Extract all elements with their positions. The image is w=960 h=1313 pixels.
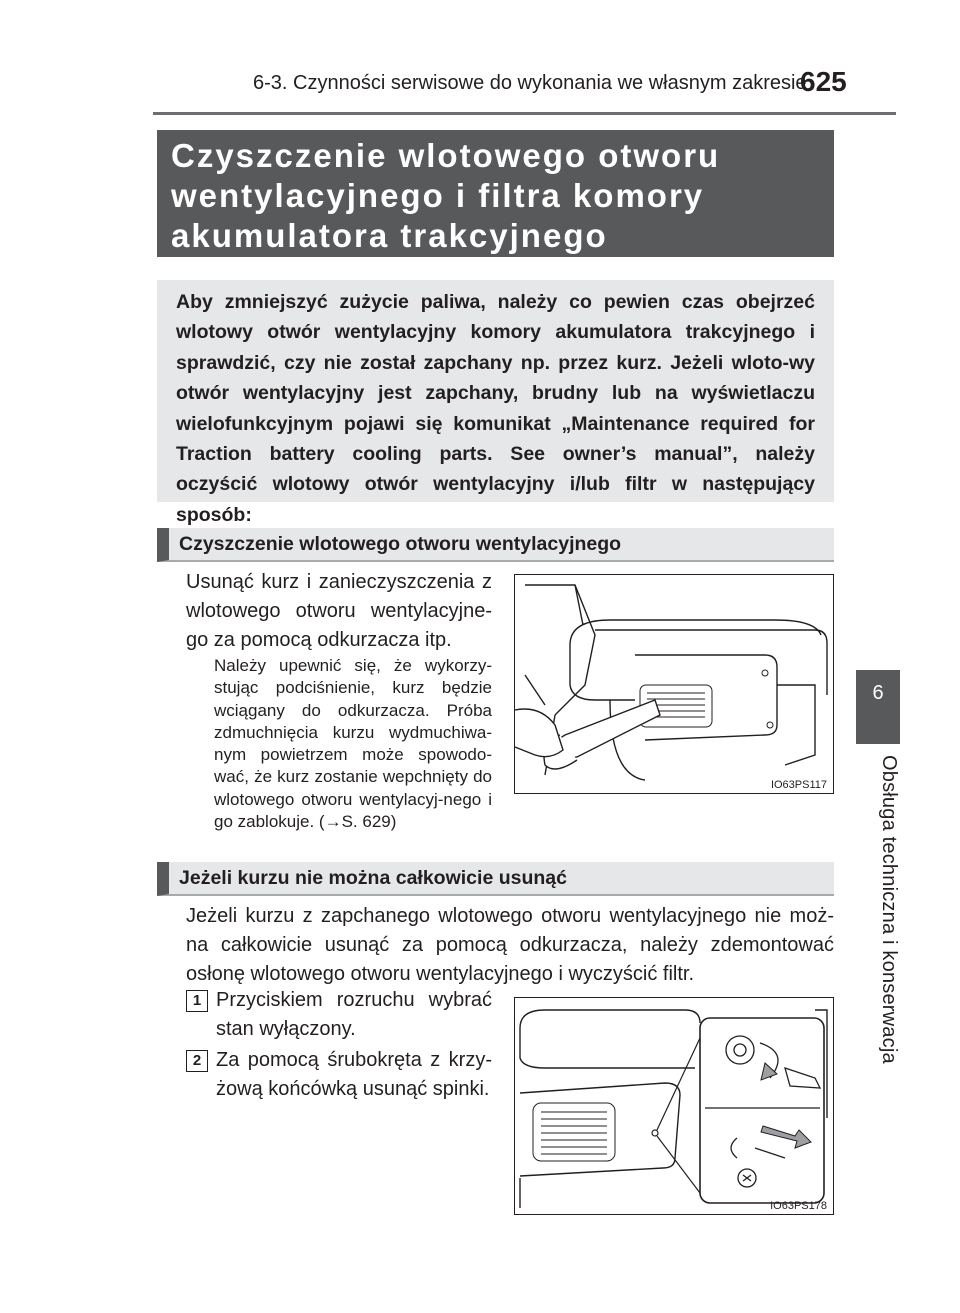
arrow-icon: → [324,812,342,832]
section1-note [214,655,492,833]
figure-code: IO63PS178 [770,1200,827,1212]
step-number: 1 [186,990,208,1012]
note-text: Należy upewnić się, że wykorzy-stując podciśnienie, kurz będzie wciągany do odkurzacza. Próba zdmuchnięcia kurzu wydmuchiwa-nym powietrzem może spowodo-wać, że kurz zostanie wepchnięty do wlotowego otworu wentylacyj-nego i go zablokuje. ( [214,656,492,832]
figure-clip-removal [514,997,834,1215]
step-text: Przyciskiem rozruchu wybrać stan wyłączony. [216,989,492,1040]
running-header: 6-3. Czynności serwisowe do wykonania we własnym zakresie [253,72,807,94]
intro-box: Aby zmniejszyć zużycie paliwa, należy co pewien czas obejrzeć wlotowy otwór wentylacyjny komory akumulatora trakcyjnego i sprawdzić, czy nie został zapchany np. przez kurz. Jeżeli wloto-wy otwór wentylacyjny jest zapchany, brudny lub na wyświetlaczu wielofunkcyjnym pojawi się komunikat „Maintenance required for Traction battery cooling parts. See owner’s manual”, należy oczyścić wlotowy otwór wentylacyjny i/lub filtr w następujący sposób: [157,280,834,502]
clip-removal-illustration [515,998,832,1213]
title-line: Czyszczenie wlotowego otworu [171,137,721,174]
page-ref: S. 629) [341,812,397,832]
figure-code: IO63PS117 [770,779,827,791]
step-number: 2 [186,1050,208,1072]
page-title [157,130,834,257]
section1-text: Usunąć kurz i zanieczyszczenia z wlotowego otworu wentylacyjne-go za pomocą odkurzacza itp. [186,571,492,651]
vacuum-illustration [515,575,832,792]
title-line: wentylacyjnego i filtra komory [171,177,705,214]
title-line: akumulatora trakcyjnego [171,217,608,254]
figure-vacuum-cleaning [514,574,834,794]
chapter-title: Obsługa techniczna i konserwacja [878,755,900,1064]
section-heading-cleaning-vent: Czyszczenie wlotowego otworu wentylacyjnego [157,528,834,562]
page-number: 625 [800,66,847,97]
header-rule [153,112,896,115]
chapter-tab: 6 [856,670,900,744]
section2-text: Jeżeli kurzu z zapchanego wlotowego otworu wentylacyjnego nie moż-na całkowicie usunąć za pomocą odkurzacza, należy zdemontować osłonę wlotowego otworu wentylacyjnego i wyczyścić filtr. [186,905,834,985]
step-text: Za pomocą śrubokręta z krzy-żową końcówką usunąć spinki. [216,1049,492,1100]
section-heading-dust-not-removed: Jeżeli kurzu nie można całkowicie usunąć [157,862,834,896]
